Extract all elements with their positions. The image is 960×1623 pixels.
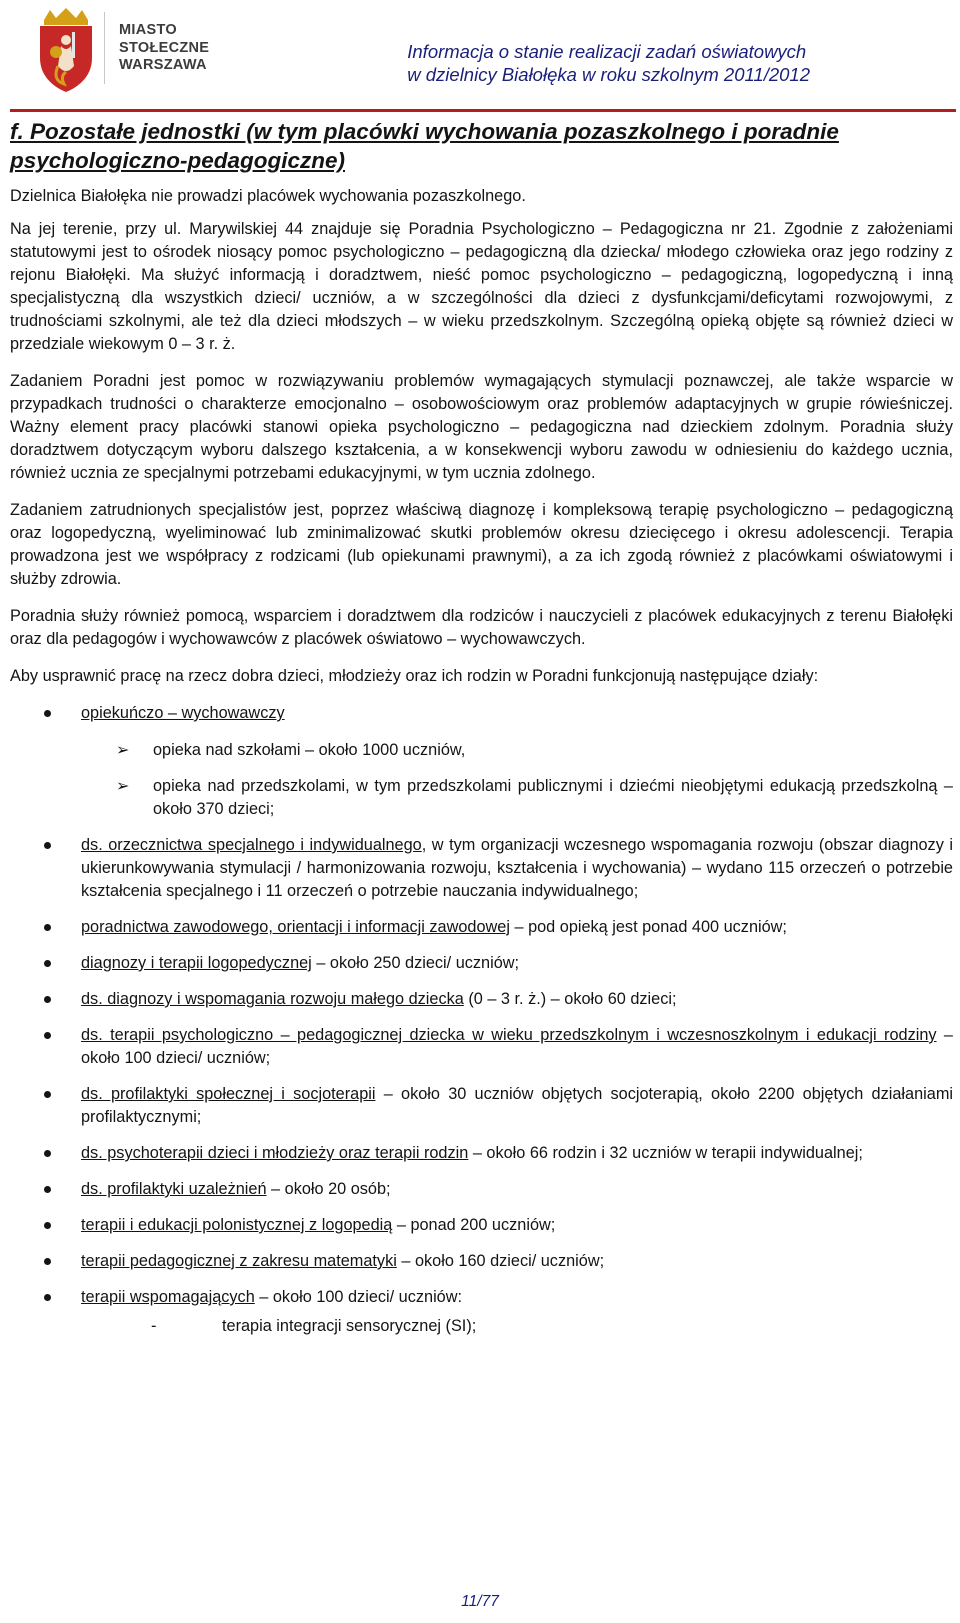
arrow-bullet-icon: ➢ [116, 778, 130, 795]
dash-marker: - [151, 1317, 157, 1335]
bullet-dot-icon [44, 1150, 51, 1157]
department-name: ds. profilaktyki uzależnień [81, 1180, 267, 1198]
department-detail: – około 100 dzieci/ uczniów: [254, 1288, 463, 1306]
bullet-dot-icon [44, 1091, 51, 1098]
header-title-line-1: Informacja o stanie realizacji zadań oświatowych [407, 41, 807, 62]
paragraph-1: Dzielnica Białołęka nie prowadzi placówek wychowania pozaszkolnego. [10, 187, 526, 205]
header-title-line-2: w dzielnicy Białołęka w roku szkolnym 2011/2012 [407, 64, 810, 85]
bullet-dot-icon [44, 710, 51, 717]
bullet-dot-icon [44, 1294, 51, 1301]
department-detail: – około 66 rodzin i 32 uczniów w terapii indywidualnej; [468, 1144, 863, 1162]
bullet-dot-icon [44, 842, 51, 849]
sub-item-text: opieka nad szkołami – około 1000 uczniów, [153, 741, 466, 759]
document-body [10, 117, 953, 1338]
department-name: ds. diagnozy i wspomagania rozwoju małego dziecka [81, 990, 464, 1008]
department-name: terapii wspomagających [81, 1288, 255, 1306]
department-name: terapii i edukacji polonistycznej z logopedią [81, 1216, 393, 1234]
paragraph-4: Zadaniem zatrudnionych specjalistów jest, poprzez właściwą diagnozę i kompleksową terapię psychologiczno – pedagogiczną oraz logopedyczną, wyeliminować lub zminimalizować skutki problemów okresu dziecięcego i okresu adolescencji. Terapia prowadzona jest we współpracy z rodzicami (lub opiekunami prawnymi), a za ich zgodą również z placówkami oświatowymi i służby zdrowia. [10, 501, 953, 588]
list-item [10, 1142, 953, 1165]
bullet-dot-icon [44, 996, 51, 1003]
bullet-dot-icon [44, 1032, 51, 1039]
department-name: diagnozy i terapii logopedycznej [81, 954, 312, 972]
department-detail: – około 160 dzieci/ uczniów; [396, 1252, 605, 1270]
bullet-dot-icon [44, 1186, 51, 1193]
logo-text [119, 22, 209, 75]
list-item [10, 1214, 953, 1237]
department-detail: (0 – 3 r. ż.) – około 60 dzieci; [463, 990, 677, 1008]
dash-item-text: terapia integracji sensorycznej (SI); [222, 1317, 477, 1335]
department-detail: – około 250 dzieci/ uczniów; [311, 954, 520, 972]
logo-line-1: MIASTO [119, 22, 177, 38]
sub-list [81, 739, 953, 821]
document-header-title [407, 40, 810, 86]
department-name: ds. orzecznictwa specjalnego i indywidualnego [81, 836, 422, 854]
department-detail: – ponad 200 uczniów; [392, 1216, 556, 1234]
department-detail: – około 100 dzieci/ uczniów; [81, 1026, 953, 1067]
department-detail: , w tym organizacji wczesnego wspomagania rozwoju (obszar diagnozy i ukierunkowywania stymulacji / harmonizowania rozwoju, kształcenia i wychowania) – wydano 115 orzeczeń o potrzebie kształcenia specjalnego i 11 orzeczeń o potrzebie nauczania indywidualnego; [81, 836, 953, 900]
department-name: terapii pedagogicznej z zakresu matematyki [81, 1252, 397, 1270]
sub-list-item [81, 775, 953, 821]
list-item [10, 1024, 953, 1070]
department-name: ds. profilaktyki społecznej i socjoterapii [81, 1085, 376, 1103]
sub-list-item [81, 739, 953, 762]
bullet-dot-icon [44, 1222, 51, 1229]
bullet-dot-icon [44, 924, 51, 931]
departments-list [10, 702, 953, 1309]
logo-line-2: STOŁECZNE [119, 39, 210, 56]
department-name: ds. terapii psychologiczno – pedagogicznej dziecka w wieku przedszkolnym i wczesnoszkolnym i edukacji rodziny [81, 1026, 937, 1044]
list-item [10, 1250, 953, 1273]
list-item [10, 1286, 953, 1309]
department-name: ds. psychoterapii dzieci i młodzieży oraz terapii rodzin [81, 1144, 469, 1162]
sub-item-text: opieka nad przedszkolami, w tym przedszkolami publicznymi i dziećmi nieobjętymi edukacją przedszkolną – około 370 dzieci; [153, 777, 953, 818]
page-number: 11/77 [461, 1593, 499, 1610]
list-item [10, 702, 953, 821]
department-name: opiekuńczo – wychowawczy [81, 704, 285, 722]
dash-list-item [10, 1315, 953, 1338]
page-header [0, 0, 960, 118]
logo-line-3: WARSZAWA [119, 57, 207, 73]
bullet-dot-icon [44, 960, 51, 967]
arrow-bullet-icon: ➢ [116, 742, 130, 759]
bullet-dot-icon [44, 1258, 51, 1265]
department-detail: – pod opieką jest ponad 400 uczniów; [509, 918, 787, 936]
department-name: poradnictwa zawodowego, orientacji i informacji zawodowej [81, 918, 510, 936]
list-item [10, 916, 953, 939]
paragraph-5: Poradnia służy również pomocą, wsparciem i doradztwem dla rodziców i nauczycieli z placówek edukacyjnych z terenu Białołęki oraz dla pedagogów i wychowawców z placówek oświatowo – wychowawczych. [10, 607, 953, 648]
list-item [10, 834, 953, 903]
paragraph-2: Na jej terenie, przy ul. Marywilskiej 44 znajduje się Poradnia Psychologiczno – Pedagogiczna nr 21. Zgodnie z założeniami statutowymi jest to ośrodek niosący pomoc psychologiczno – pedagogiczną dla dziecka/ młodego człowieka oraz jego rodziny z rejonu Białołęki. Ma służyć informacją i doradztwem, nieść pomoc psychologiczno – pedagogiczną, logopedyczną i inną specjalistyczną dla wszystkich dzieci/ uczniów, a w szczególności dla dzieci z dysfunkcjami/deficytami rozwojowymi, z trudnościami szkolnymi, ale też dla dzieci młodszych – w wieku przedszkolnym. Szczególną opieką objęte są również dzieci w przedziale wiekowym 0 – 3 r. ż. [10, 220, 953, 353]
department-detail: – około 20 osób; [266, 1180, 391, 1198]
list-item [10, 1178, 953, 1201]
logo-divider [104, 12, 105, 84]
list-item [10, 988, 953, 1011]
department-detail: – około 30 uczniów objętych socjoterapią, około 2200 objętych działaniami profilaktycznymi; [81, 1085, 954, 1126]
paragraph-3: Zadaniem Poradni jest pomoc w rozwiązywaniu problemów wymagających stymulacji poznawczej, ale także wsparcie w przypadkach trudności o charakterze emocjonalno – osobowościowym oraz problemów adaptacyjnych w grupie rówieśniczej. Ważny element pracy placówki stanowi opieka psychologiczno – pedagogiczna nad dzieckiem zdolnym. Poradnia służy doradztwem dotyczącym wyboru dalszego kształcenia, a w konsekwencji wyboru zawodu w odniesieniu do każdego ucznia, również ucznia ze specjalnymi potrzebami edukacyjnymi, w tym ucznia zdolnego. [10, 372, 953, 482]
list-item [10, 1083, 953, 1129]
paragraph-6: Aby usprawnić pracę na rzecz dobra dzieci, młodzieży oraz ich rodzin w Poradni funkcjonują następujące działy: [10, 667, 819, 685]
list-item [10, 952, 953, 975]
section-heading: f. Pozostałe jednostki (w tym placówki wychowania pozaszkolnego i poradnie psychologiczno-pedagogiczne) [10, 119, 839, 173]
header-rule [10, 109, 956, 112]
warsaw-coat-of-arms-logo [30, 6, 102, 94]
